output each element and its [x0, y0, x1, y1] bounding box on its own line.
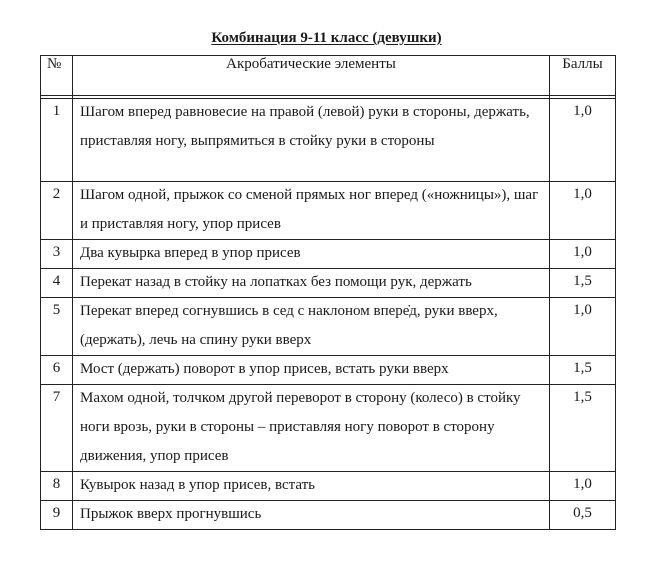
table-header-row — [41, 56, 616, 96]
document-title — [0, 29, 653, 47]
row-element-text: Мост (держать) поворот в упор присев, встать руки вверх — [80, 361, 449, 377]
row-number: 2 — [41, 182, 73, 240]
row-element-text: Шагом вперед равновесие на правой (левой) руки в стороны, держать, приставляя ногу, выпрямиться в стойку руки в стороны — [80, 104, 530, 149]
row-element — [73, 385, 550, 472]
acrobatics-table — [40, 55, 616, 530]
row-points: 1,0 — [550, 472, 616, 501]
header-points: Баллы — [550, 56, 616, 96]
row-points: 1,0 — [550, 298, 616, 356]
table-row — [41, 385, 616, 472]
header-elements: Акробатические элементы — [73, 56, 550, 96]
row-element-text: Кувырок назад в упор присев, встать — [80, 477, 316, 493]
row-points: 1,0 — [550, 240, 616, 269]
table-row — [41, 356, 616, 385]
row-number: 4 — [41, 269, 73, 298]
row-element-text: Перекат вперед согнувшись в сед с наклоном впере̇д, руки вверх, (держать), лечь на спину руки вверх — [80, 303, 498, 348]
row-element — [73, 99, 550, 182]
table-row — [41, 240, 616, 269]
row-number: 8 — [41, 472, 73, 501]
table-row — [41, 99, 616, 182]
row-number: 1 — [41, 99, 73, 182]
table-row — [41, 501, 616, 530]
row-number: 3 — [41, 240, 73, 269]
row-element — [73, 269, 550, 298]
row-points: 1,5 — [550, 356, 616, 385]
row-number: 9 — [41, 501, 73, 530]
table-row — [41, 269, 616, 298]
row-element — [73, 240, 550, 269]
row-points: 1,5 — [550, 269, 616, 298]
row-element — [73, 472, 550, 501]
table-row — [41, 298, 616, 356]
row-points: 1,5 — [550, 385, 616, 472]
row-element-text: Махом одной, толчком другой переворот в сторону (колесо) в стойку ноги врозь, руки в стороны – приставляя ногу поворот в сторону движения, упор присев — [80, 390, 521, 464]
row-element-text: Шагом одной, прыжок со сменой прямых ног вперед («ножницы»), шаг и приставляя ногу, упор присев — [80, 187, 539, 232]
row-number: 5 — [41, 298, 73, 356]
row-element-text: Два кувырка вперед в упор присев — [80, 245, 301, 261]
row-element — [73, 182, 550, 240]
row-points: 0,5 — [550, 501, 616, 530]
row-element — [73, 356, 550, 385]
row-number: 7 — [41, 385, 73, 472]
header-number: № — [41, 56, 73, 96]
row-points: 1,0 — [550, 182, 616, 240]
row-element-text: Прыжок вверх прогнувшись — [80, 506, 262, 522]
row-element — [73, 298, 550, 356]
row-points: 1,0 — [550, 99, 616, 182]
table-row — [41, 182, 616, 240]
table-row — [41, 472, 616, 501]
row-number: 6 — [41, 356, 73, 385]
row-element — [73, 501, 550, 530]
row-element-text: Перекат назад в стойку на лопатках без помощи рук, держать — [80, 274, 472, 290]
document-title-text: Комбинация 9-11 класс (девушки) — [211, 30, 442, 46]
